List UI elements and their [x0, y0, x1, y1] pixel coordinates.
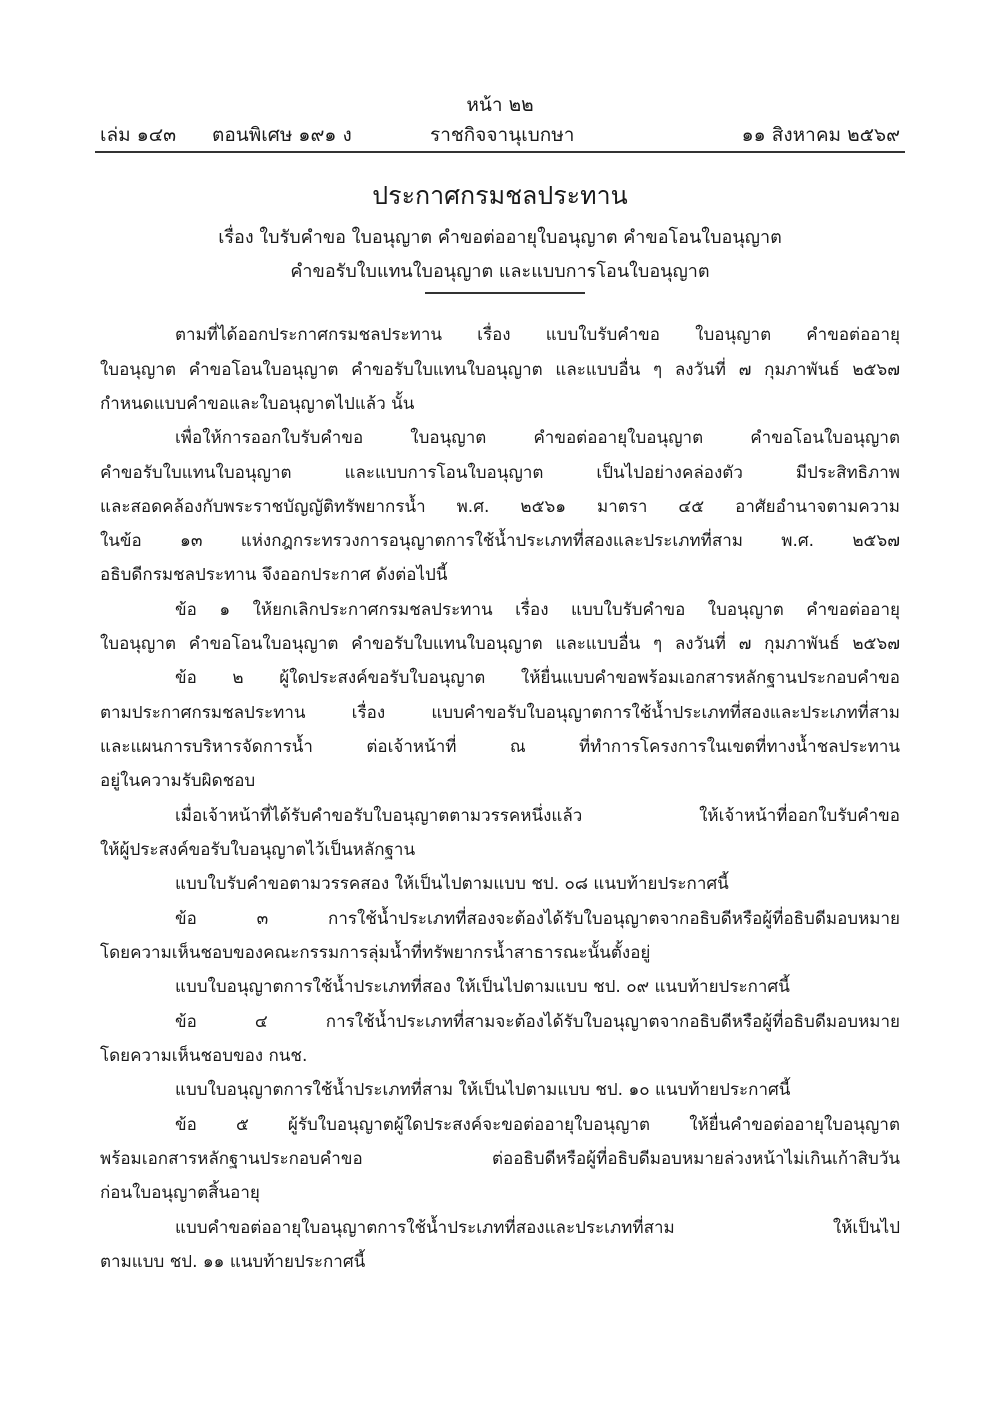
body-line: โดยความเห็นชอบของ กนช.	[100, 1046, 308, 1066]
body-line: ข้อ ๒ ผู้ใดประสงค์ขอรับใบอนุญาต ให้ยื่นแบบคำขอพร้อมเอกสารหลักฐานประกอบคำขอ	[175, 668, 900, 688]
title-divider	[425, 292, 585, 294]
body-line: ตามที่ได้ออกประกาศกรมชลประทาน เรื่อง แบบใบรับคำขอ ใบอนุญาต คำขอต่ออายุ	[175, 325, 900, 345]
body-line: แบบใบอนุญาตการใช้น้ำประเภทที่สาม ให้เป็นไปตามแบบ ชป. ๑๐ แนบท้ายประกาศนี้	[175, 1080, 791, 1100]
body-line: กำหนดแบบคำขอและใบอนุญาตไปแล้ว นั้น	[100, 394, 415, 414]
announcement-title: ประกาศกรมชลประทาน	[372, 181, 628, 210]
header-date: ๑๑ สิงหาคม ๒๕๖๙	[741, 124, 900, 146]
body-line: ข้อ ๓ การใช้น้ำประเภทที่สองจะต้องได้รับใบอนุญาตจากอธิบดีหรือผู้ที่อธิบดีมอบหมาย	[175, 909, 900, 929]
body-line: แบบคำขอต่ออายุใบอนุญาตการใช้น้ำประเภทที่สองและประเภทที่สาม ให้เป็นไป	[175, 1218, 900, 1238]
body-line: ใบอนุญาต คำขอโอนใบอนุญาต คำขอรับใบแทนใบอนุญาต และแบบอื่น ๆ ลงวันที่ ๗ กุมภาพันธ์ ๒๕๖๗	[100, 634, 900, 654]
body-line: อยู่ในความรับผิดชอบ	[100, 771, 256, 791]
header-gazette-name: ราชกิจจานุเบกษา	[430, 124, 575, 146]
announcement-subject-line: คำขอรับใบแทนใบอนุญาต และแบบการโอนใบอนุญาต	[290, 261, 710, 282]
gazette-header	[100, 120, 900, 150]
body-line: ข้อ ๑ ให้ยกเลิกประกาศกรมชลประทาน เรื่อง แบบใบรับคำขอ ใบอนุญาต คำขอต่ออายุ	[175, 600, 900, 620]
announcement-subject-line: เรื่อง ใบรับคำขอ ใบอนุญาต คำขอต่ออายุใบอนุญาต คำขอโอนใบอนุญาต	[218, 227, 782, 248]
body-line: คำขอรับใบแทนใบอนุญาต และแบบการโอนใบอนุญาต เป็นไปอย่างคล่องตัว มีประสิทธิภาพ	[100, 463, 900, 483]
body-line: และสอดคล้องกับพระราชบัญญัติทรัพยากรน้ำ พ.ศ. ๒๕๖๑ มาตรา ๔๕ อาศัยอำนาจตามความ	[100, 497, 900, 517]
header-volume: เล่ม ๑๔๓	[100, 124, 177, 146]
header-issue: ตอนพิเศษ ๑๙๑ ง	[212, 124, 352, 146]
body-line: อธิบดีกรมชลประทาน จึงออกประกาศ ดังต่อไปนี้	[100, 565, 448, 585]
body-line: ให้ผู้ประสงค์ขอรับใบอนุญาตไว้เป็นหลักฐาน	[100, 840, 416, 860]
header-divider	[95, 151, 905, 153]
body-line: เพื่อให้การออกใบรับคำขอ ใบอนุญาต คำขอต่ออายุใบอนุญาต คำขอโอนใบอนุญาต	[175, 428, 900, 448]
body-line: ตามประกาศกรมชลประทาน เรื่อง แบบคำขอรับใบอนุญาตการใช้น้ำประเภทที่สองและประเภทที่สาม	[100, 703, 900, 723]
body-line: ข้อ ๕ ผู้รับใบอนุญาตผู้ใดประสงค์จะขอต่ออายุใบอนุญาต ให้ยื่นคำขอต่ออายุใบอนุญาต	[175, 1115, 900, 1135]
body-line: โดยความเห็นชอบของคณะกรรมการลุ่มน้ำที่ทรัพยากรน้ำสาธารณะนั้นตั้งอยู่	[100, 943, 651, 963]
body-line: แบบใบอนุญาตการใช้น้ำประเภทที่สอง ให้เป็นไปตามแบบ ชป. ๐๙ แนบท้ายประกาศนี้	[175, 977, 790, 997]
body-line: พร้อมเอกสารหลักฐานประกอบคำขอ ต่ออธิบดีหรือผู้ที่อธิบดีมอบหมายล่วงหน้าไม่เกินเก้าสิบวัน	[100, 1149, 900, 1169]
page-number: หน้า ๒๒	[466, 94, 534, 116]
body-line: ในข้อ ๑๓ แห่งกฎกระทรวงการอนุญาตการใช้น้ำประเภทที่สองและประเภทที่สาม พ.ศ. ๒๕๖๗	[100, 531, 900, 551]
body-line: ก่อนใบอนุญาตสิ้นอายุ	[100, 1183, 260, 1203]
body-line: และแผนการบริหารจัดการน้ำ ต่อเจ้าหน้าที่ ณ ที่ทำการโครงการในเขตที่ทางน้ำชลประทาน	[100, 737, 900, 757]
body-line: ข้อ ๔ การใช้น้ำประเภทที่สามจะต้องได้รับใบอนุญาตจากอธิบดีหรือผู้ที่อธิบดีมอบหมาย	[175, 1012, 900, 1032]
body-line: แบบใบรับคำขอตามวรรคสอง ให้เป็นไปตามแบบ ชป. ๐๘ แนบท้ายประกาศนี้	[175, 874, 729, 894]
body-line: เมื่อเจ้าหน้าที่ได้รับคำขอรับใบอนุญาตตามวรรคหนึ่งแล้ว ให้เจ้าหน้าที่ออกใบรับคำขอ	[175, 806, 900, 826]
body-line: ตามแบบ ชป. ๑๑ แนบท้ายประกาศนี้	[100, 1252, 366, 1272]
body-line: ใบอนุญาต คำขอโอนใบอนุญาต คำขอรับใบแทนใบอนุญาต และแบบอื่น ๆ ลงวันที่ ๗ กุมภาพันธ์ ๒๕๖๗	[100, 360, 900, 380]
